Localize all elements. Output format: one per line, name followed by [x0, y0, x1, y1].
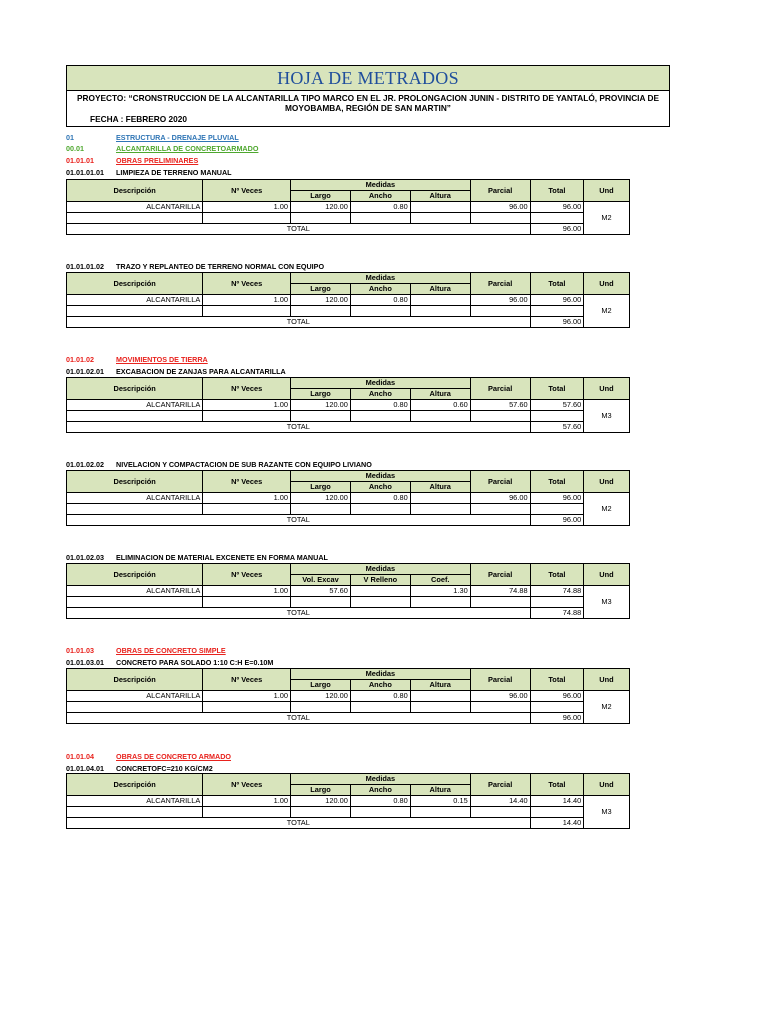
cell-parcial: 14.40 [470, 796, 530, 807]
cell-descripcion: ALCANTARILLA [67, 202, 203, 213]
col-medida-1: Largo [291, 191, 351, 202]
col-medida-1: Vol. Excav [291, 575, 351, 586]
item-title: NIVELACION Y COMPACTACION DE SUB RAZANTE CON EQUIPO LIVIANO [116, 460, 372, 469]
cell-medida-3: 0.60 [410, 400, 470, 411]
cell-veces: 1.00 [203, 691, 291, 702]
cell-veces: 1.00 [203, 202, 291, 213]
item-code: 01.01.02.03 [66, 553, 104, 562]
total-label: TOTAL [67, 818, 531, 829]
metrado-table [66, 470, 670, 526]
total-label: TOTAL [67, 317, 531, 328]
item-title: TRAZO Y REPLANTEO DE TERRENO NORMAL CON EQUIPO [116, 262, 325, 271]
table-row [67, 691, 670, 702]
cell-und: M3 [584, 586, 629, 619]
total-label: TOTAL [67, 515, 531, 526]
total-label: TOTAL [67, 713, 531, 724]
col-parcial: Parcial [470, 774, 530, 796]
cell-total: 74.88 [530, 586, 584, 597]
hierarchy-level-3 [66, 156, 198, 165]
col-und: Und [584, 471, 629, 493]
cell-total: 96.00 [530, 691, 584, 702]
cell-und: M2 [584, 691, 629, 724]
col-veces: Nº Veces [203, 273, 291, 295]
cell-medida-1: 120.00 [291, 295, 351, 306]
cell-medida-2: 0.80 [350, 493, 410, 504]
col-medida-1: Largo [291, 680, 351, 691]
metrado-table [66, 668, 670, 724]
cell-und: M2 [584, 295, 629, 328]
col-descripcion: Descripción [67, 273, 203, 295]
cell-medida-3 [410, 295, 470, 306]
cell-total: 96.00 [530, 493, 584, 504]
col-medidas: Medidas [291, 669, 471, 680]
total-label: TOTAL [67, 422, 531, 433]
col-medida-2: Ancho [350, 785, 410, 796]
total-row [67, 317, 670, 328]
item-title: LIMPIEZA DE TERRENO MANUAL [116, 168, 232, 177]
col-medida-2: V Relleno [350, 575, 410, 586]
col-parcial: Parcial [470, 273, 530, 295]
total-label: TOTAL [67, 224, 531, 235]
col-descripcion: Descripción [67, 378, 203, 400]
col-parcial: Parcial [470, 471, 530, 493]
item-code: 01.01.02.02 [66, 460, 104, 469]
total-value: 96.00 [530, 515, 584, 526]
cell-medida-2: 0.80 [350, 400, 410, 411]
table-row-empty [67, 504, 670, 515]
table-row [67, 202, 670, 213]
cell-total: 96.00 [530, 295, 584, 306]
cell-veces: 1.00 [203, 400, 291, 411]
hierarchy-level-2 [66, 144, 258, 153]
item-heading [66, 764, 213, 773]
cell-medida-2: 0.80 [350, 202, 410, 213]
col-und: Und [584, 273, 629, 295]
col-und: Und [584, 180, 629, 202]
cell-parcial: 96.00 [470, 295, 530, 306]
col-veces: Nº Veces [203, 564, 291, 586]
col-medida-2: Ancho [350, 284, 410, 295]
table-row-empty [67, 213, 670, 224]
cell-veces: 1.00 [203, 295, 291, 306]
group-code: 01.01.04 [66, 752, 94, 761]
col-medida-3: Altura [410, 785, 470, 796]
table-row-empty [67, 702, 670, 713]
group-label: OBRAS DE CONCRETO SIMPLE [116, 646, 226, 655]
total-row [67, 422, 670, 433]
item-heading [66, 460, 372, 469]
item-code: 01.01.02.01 [66, 367, 104, 376]
col-medidas: Medidas [291, 564, 471, 575]
cell-und: M2 [584, 202, 629, 235]
col-parcial: Parcial [470, 378, 530, 400]
col-total: Total [530, 669, 584, 691]
total-label: TOTAL [67, 608, 531, 619]
cell-medida-3: 1.30 [410, 586, 470, 597]
total-value: 74.88 [530, 608, 584, 619]
table-row-empty [67, 411, 670, 422]
cell-medida-3 [410, 493, 470, 504]
cell-medida-2 [350, 586, 410, 597]
col-total: Total [530, 378, 584, 400]
col-total: Total [530, 273, 584, 295]
cell-medida-2: 0.80 [350, 691, 410, 702]
item-code: 00.01 [66, 144, 84, 153]
col-parcial: Parcial [470, 564, 530, 586]
cell-medida-2: 0.80 [350, 796, 410, 807]
group-code: 01.01.02 [66, 355, 94, 364]
metrado-table [66, 377, 670, 433]
total-value: 57.60 [530, 422, 584, 433]
cell-medida-2: 0.80 [350, 295, 410, 306]
page-title: HOJA DE METRADOS [67, 66, 669, 91]
project-description: PROYECTO: “CRONSTRUCCION DE LA ALCANTARILLA TIPO MARCO EN EL JR. PROLONGACION JUNIN - DISTRITO DE YANTALÓ, PROVINCIA DE MOYOBAMBA, REGIÓN DE SAN MARTIN” [76, 93, 660, 113]
cell-parcial: 96.00 [470, 493, 530, 504]
col-medidas: Medidas [291, 471, 471, 482]
col-medida-2: Ancho [350, 389, 410, 400]
col-medida-1: Largo [291, 482, 351, 493]
cell-medida-1: 57.60 [291, 586, 351, 597]
col-medida-3: Altura [410, 191, 470, 202]
group-label: MOVIMIENTOS DE TIERRA [116, 355, 208, 364]
total-value: 96.00 [530, 224, 584, 235]
col-veces: Nº Veces [203, 378, 291, 400]
cell-total: 14.40 [530, 796, 584, 807]
col-und: Und [584, 564, 629, 586]
col-und: Und [584, 669, 629, 691]
cell-veces: 1.00 [203, 493, 291, 504]
cell-descripcion: ALCANTARILLA [67, 295, 203, 306]
total-value: 96.00 [530, 317, 584, 328]
col-medida-3: Altura [410, 680, 470, 691]
table-row [67, 493, 670, 504]
col-medidas: Medidas [291, 774, 471, 785]
col-und: Und [584, 378, 629, 400]
cell-veces: 1.00 [203, 796, 291, 807]
group-heading [66, 752, 231, 761]
cell-descripcion: ALCANTARILLA [67, 796, 203, 807]
item-code: 01.01.03.01 [66, 658, 104, 667]
total-row [67, 608, 670, 619]
total-row [67, 224, 670, 235]
total-row [67, 515, 670, 526]
item-code: 01.01.04.01 [66, 764, 104, 773]
group-heading [66, 355, 208, 364]
col-medida-1: Largo [291, 284, 351, 295]
cell-descripcion: ALCANTARILLA [67, 691, 203, 702]
item-title: CONCRETO PARA SOLADO 1:10 C:H E=0.10M [116, 658, 274, 667]
col-medida-2: Ancho [350, 191, 410, 202]
table-row [67, 796, 670, 807]
col-medida-3: Altura [410, 482, 470, 493]
item-title: EXCABACION DE ZANJAS PARA ALCANTARILLA [116, 367, 286, 376]
group-code: 01.01.03 [66, 646, 94, 655]
col-parcial: Parcial [470, 180, 530, 202]
col-medidas: Medidas [291, 378, 471, 389]
cell-total: 57.60 [530, 400, 584, 411]
col-medida-3: Altura [410, 389, 470, 400]
col-veces: Nº Veces [203, 774, 291, 796]
metrado-table [66, 272, 670, 328]
cell-medida-1: 120.00 [291, 493, 351, 504]
metrado-table [66, 179, 670, 235]
total-value: 14.40 [530, 818, 584, 829]
table-row [67, 400, 670, 411]
col-und: Und [584, 774, 629, 796]
col-total: Total [530, 471, 584, 493]
table-row [67, 586, 670, 597]
metrado-table [66, 773, 670, 829]
item-code: 01.01.01 [66, 156, 94, 165]
col-medida-2: Ancho [350, 680, 410, 691]
item-heading [66, 168, 232, 177]
item-title: CONCRETOFC=210 KG/CM2 [116, 764, 213, 773]
col-medida-1: Largo [291, 389, 351, 400]
col-total: Total [530, 774, 584, 796]
col-descripcion: Descripción [67, 180, 203, 202]
col-descripcion: Descripción [67, 669, 203, 691]
item-label: ALCANTARILLA DE CONCRETOARMADO [116, 144, 259, 153]
cell-medida-1: 120.00 [291, 202, 351, 213]
cell-descripcion: ALCANTARILLA [67, 586, 203, 597]
col-medida-2: Ancho [350, 482, 410, 493]
cell-veces: 1.00 [203, 586, 291, 597]
group-heading [66, 646, 226, 655]
col-medida-3: Coef. [410, 575, 470, 586]
item-code: 01.01.01.02 [66, 262, 104, 271]
cell-parcial: 74.88 [470, 586, 530, 597]
table-row-empty [67, 597, 670, 608]
item-title: ELIMINACION DE MATERIAL EXCENETE EN FORMA MANUAL [116, 553, 328, 562]
item-code: 01.01.01.01 [66, 168, 104, 177]
item-heading [66, 553, 328, 562]
cell-und: M2 [584, 493, 629, 526]
col-veces: Nº Veces [203, 669, 291, 691]
item-heading [66, 658, 273, 667]
col-descripcion: Descripción [67, 471, 203, 493]
metrado-table [66, 563, 670, 619]
col-medidas: Medidas [291, 180, 471, 191]
total-row [67, 713, 670, 724]
table-row [67, 295, 670, 306]
col-total: Total [530, 564, 584, 586]
hierarchy-level-1 [66, 133, 239, 142]
cell-medida-1: 120.00 [291, 691, 351, 702]
cell-total: 96.00 [530, 202, 584, 213]
cell-medida-1: 120.00 [291, 400, 351, 411]
cell-und: M3 [584, 796, 629, 829]
cell-parcial: 57.60 [470, 400, 530, 411]
group-label: OBRAS DE CONCRETO ARMADO [116, 752, 232, 761]
sheet-header [66, 65, 670, 127]
cell-descripcion: ALCANTARILLA [67, 400, 203, 411]
cell-parcial: 96.00 [470, 691, 530, 702]
cell-und: M3 [584, 400, 629, 433]
col-medida-3: Altura [410, 284, 470, 295]
item-heading [66, 262, 324, 271]
table-row-empty [67, 306, 670, 317]
col-descripcion: Descripción [67, 774, 203, 796]
cell-medida-3 [410, 691, 470, 702]
col-medidas: Medidas [291, 273, 471, 284]
item-label: ESTRUCTURA - DRENAJE PLUVIAL [116, 133, 239, 142]
item-label: OBRAS PRELIMINARES [116, 156, 199, 165]
total-value: 96.00 [530, 713, 584, 724]
col-medida-1: Largo [291, 785, 351, 796]
cell-medida-1: 120.00 [291, 796, 351, 807]
table-row-empty [67, 807, 670, 818]
col-total: Total [530, 180, 584, 202]
item-heading [66, 367, 286, 376]
cell-descripcion: ALCANTARILLA [67, 493, 203, 504]
cell-parcial: 96.00 [470, 202, 530, 213]
col-veces: Nº Veces [203, 471, 291, 493]
date-line: FECHA : FEBRERO 2020 [90, 114, 187, 124]
item-code: 01 [66, 133, 74, 142]
cell-medida-3: 0.15 [410, 796, 470, 807]
total-row [67, 818, 670, 829]
col-veces: Nº Veces [203, 180, 291, 202]
col-parcial: Parcial [470, 669, 530, 691]
cell-medida-3 [410, 202, 470, 213]
col-descripcion: Descripción [67, 564, 203, 586]
